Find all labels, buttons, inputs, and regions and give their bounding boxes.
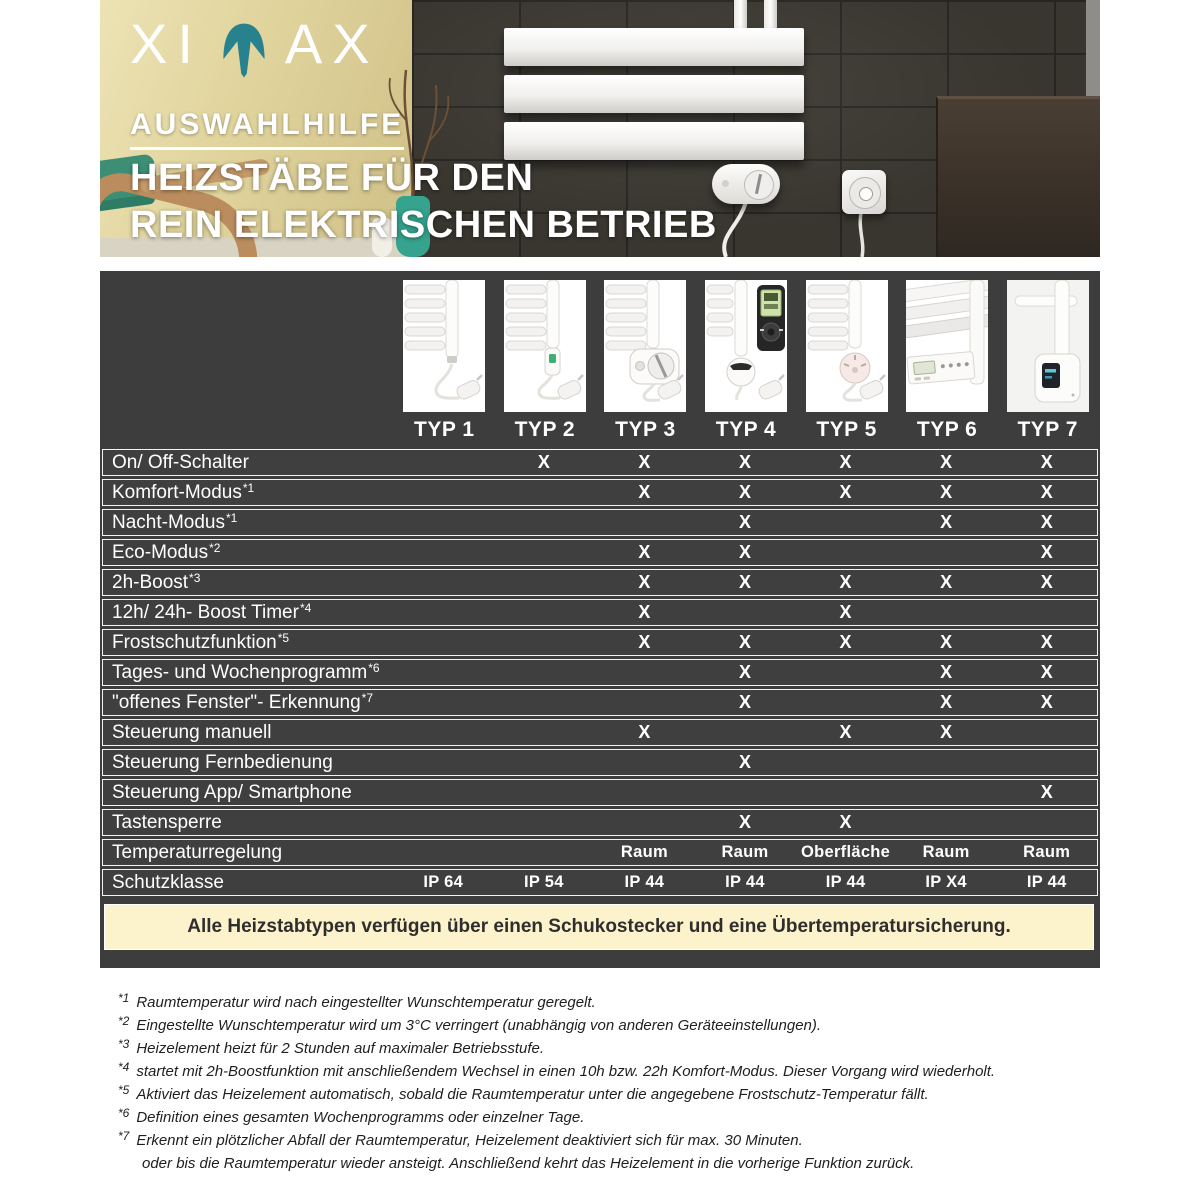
feature-cell-empty <box>594 510 695 535</box>
feature-x-mark: X <box>738 812 751 832</box>
stick-control-icon <box>504 280 586 412</box>
feature-cell-empty <box>896 600 997 625</box>
feature-cell-empty <box>594 750 695 775</box>
feature-x-mark: X <box>940 632 953 652</box>
feature-row-label: 12h/ 24h- Boost Timer $^{*4}$ <box>112 600 312 623</box>
feature-row <box>102 509 1098 536</box>
feature-value: Raum <box>922 843 970 861</box>
feature-cell-empty <box>494 780 595 805</box>
feature-cell-empty <box>494 660 595 685</box>
feature-x-mark: X <box>839 602 852 622</box>
column-header-typ-3: TYP 3 <box>615 418 676 441</box>
product-thumbnail-typ-4 <box>705 280 787 412</box>
feature-cell-empty <box>594 660 695 685</box>
feature-x-mark: X <box>1040 692 1053 712</box>
box-control-icon <box>1007 280 1089 412</box>
remote-control-icon <box>705 280 787 412</box>
footnote-reference: *3 <box>189 570 201 585</box>
feature-row-label: "offenes Fenster"- Erkennung $^{*7}$ <box>112 690 374 713</box>
feature-cell-empty <box>695 600 796 625</box>
feature-cell-empty <box>996 600 1097 625</box>
feature-row <box>102 539 1098 566</box>
feature-value: IP 44 <box>825 873 866 891</box>
thumbnail-spacer <box>102 279 394 412</box>
product-thumbnail-cell <box>595 279 696 412</box>
plug-in-socket <box>859 187 873 201</box>
feature-cell-empty <box>393 750 494 775</box>
product-thumbnail-cell <box>897 279 998 412</box>
info-banner <box>104 904 1094 950</box>
feature-x-mark: X <box>1040 542 1053 562</box>
feature-row-label: Steuerung App/ Smartphone <box>112 781 352 803</box>
column-header-typ-4: TYP 4 <box>715 418 777 441</box>
feature-x-mark: X <box>738 452 751 472</box>
footnote-reference: *6 <box>368 660 380 675</box>
feature-x-mark: X <box>1040 662 1053 682</box>
footnote-reference: *1 <box>242 480 255 495</box>
feature-cell-empty <box>795 510 896 535</box>
feature-cell-empty <box>896 810 997 835</box>
feature-cell-empty <box>795 540 896 565</box>
footnote-reference: *2 <box>209 540 221 555</box>
footnote-2: $^{*2}$ Eingestellte Wunschtemperatur wird um 3°C verringert (unabhängig von anderen Geräteeinstellungen). <box>118 1014 822 1034</box>
feature-cell-empty <box>393 480 494 505</box>
feature-row-label: Temperaturregelung <box>112 841 283 863</box>
feature-x-mark: X <box>839 482 852 502</box>
feature-row-label: Eco-Modus $^{*2}$ <box>112 540 221 563</box>
column-header-typ-6: TYP 6 <box>916 418 978 441</box>
feature-cell-empty <box>996 720 1097 745</box>
feature-cell-empty <box>594 810 695 835</box>
feature-cell-empty <box>494 510 595 535</box>
product-thumbnail-cell <box>495 279 596 412</box>
feature-x-mark: X <box>738 662 751 682</box>
feature-row <box>102 719 1098 746</box>
feature-x-mark: X <box>738 632 751 652</box>
feature-value: IP X4 <box>925 873 967 891</box>
feature-cell-empty <box>393 510 494 535</box>
dial-slot <box>755 174 762 194</box>
feature-x-mark: X <box>1040 782 1053 802</box>
product-thumbnail-typ-6 <box>906 280 988 412</box>
hero-section <box>100 0 1100 257</box>
feature-cell-empty <box>494 540 595 565</box>
cable-end-control-icon <box>403 280 485 412</box>
feature-row <box>102 449 1098 476</box>
feature-x-mark: X <box>839 452 852 472</box>
feature-row-label: Schutzklasse <box>112 871 224 893</box>
feature-x-mark: X <box>1040 452 1053 472</box>
feature-cell-empty <box>896 540 997 565</box>
feature-row-label: Tastensperre <box>112 811 222 833</box>
hero-title-line1: HEIZSTÄBE FÜR DEN <box>130 157 534 199</box>
feature-row-label: Steuerung manuell <box>112 721 272 743</box>
socket-recess <box>849 177 881 209</box>
feature-x-mark: X <box>738 542 751 562</box>
feature-cell-empty <box>594 780 695 805</box>
feature-row <box>102 659 1098 686</box>
footnote-marker: *4 <box>118 1060 130 1074</box>
feature-cell-empty <box>494 690 595 715</box>
feature-x-mark: X <box>738 752 751 772</box>
feature-cell-empty <box>795 690 896 715</box>
feature-value: IP 64 <box>423 873 464 891</box>
feature-cell-empty <box>996 810 1097 835</box>
feature-x-mark: X <box>1040 512 1053 532</box>
feature-row-label: Steuerung Fernbedienung <box>112 751 333 773</box>
feature-row-label: Frostschutzfunktion $^{*5}$ <box>112 630 290 653</box>
feature-x-mark: X <box>839 632 852 652</box>
feature-x-mark: X <box>1040 632 1053 652</box>
feature-cell-empty <box>393 630 494 655</box>
feature-row <box>102 569 1098 596</box>
product-thumbnails-row <box>102 279 1098 412</box>
feature-x-mark: X <box>537 452 550 472</box>
knob-control-icon <box>806 280 888 412</box>
footnote-reference: *4 <box>299 600 312 615</box>
footnote-marker: *5 <box>118 1083 130 1097</box>
feature-x-mark: X <box>940 662 953 682</box>
feature-cell-empty <box>795 750 896 775</box>
column-header-typ-2: TYP 2 <box>514 418 576 441</box>
footnotes-section <box>118 991 1128 1178</box>
feature-x-mark: X <box>839 812 852 832</box>
feature-cell-empty <box>494 630 595 655</box>
feature-x-mark: X <box>940 452 953 472</box>
feature-cell-empty <box>795 780 896 805</box>
hero-eyebrow: AUSWAHLHILFE <box>130 108 404 150</box>
feature-value: Raum <box>620 843 668 861</box>
product-thumbnail-cell <box>696 279 797 412</box>
column-header-row <box>102 414 1098 446</box>
feature-value: IP 44 <box>624 873 665 891</box>
feature-cell-empty <box>594 690 695 715</box>
column-header-typ-7: TYP 7 <box>1017 418 1078 441</box>
hero-title-line2: REIN ELEKTRISCHEN BETRIEB <box>130 204 717 246</box>
feature-cell-empty <box>393 660 494 685</box>
feature-row <box>102 689 1098 716</box>
heating-element-led <box>722 180 729 187</box>
feature-cell-empty <box>494 810 595 835</box>
footnote-4: $^{*4}$ startet mit 2h-Boostfunktion mit anschließendem Wechsel in einen 10h bzw. 22h Komfort-Modus. Dieser Vorgang wird wiederholt. <box>118 1060 996 1080</box>
feature-x-mark: X <box>839 722 852 742</box>
footnote-1: $^{*1}$ Raumtemperatur wird nach eingestellter Wunschtemperatur geregelt. <box>118 991 596 1011</box>
feature-cell-empty <box>494 750 595 775</box>
feature-cell-empty <box>494 480 595 505</box>
footnote-marker: *6 <box>118 1106 130 1120</box>
feature-x-mark: X <box>1040 482 1053 502</box>
info-banner-text: Alle Heizstabtypen verfügen über einen Schukostecker und eine Übertemperatursicherung. <box>187 916 1011 937</box>
logo-text-suffix: AX <box>284 12 380 75</box>
footnote-marker: *3 <box>118 1037 130 1051</box>
feature-cell-empty <box>393 810 494 835</box>
product-thumbnail-typ-1 <box>403 280 485 412</box>
feature-cell-empty <box>494 600 595 625</box>
feature-x-mark: X <box>638 602 651 622</box>
column-header-typ-1: TYP 1 <box>414 418 475 441</box>
feature-row <box>102 869 1098 896</box>
footnote-reference: *5 <box>277 630 290 645</box>
feature-value: Oberfläche <box>800 843 891 861</box>
feature-cell-empty <box>695 720 796 745</box>
column-header-typ-5: TYP 5 <box>816 418 877 441</box>
feature-value: IP 44 <box>725 873 765 891</box>
feature-x-mark: X <box>638 482 651 502</box>
product-thumbnail-cell <box>796 279 897 412</box>
feature-x-mark: X <box>738 692 751 712</box>
product-thumbnail-cell <box>997 279 1098 412</box>
feature-x-mark: X <box>638 542 651 562</box>
feature-x-mark: X <box>638 452 651 472</box>
heating-element-dial <box>744 170 774 200</box>
footnote-reference: *7 <box>361 690 374 705</box>
feature-x-mark: X <box>940 722 953 742</box>
feature-x-mark: X <box>638 632 651 652</box>
feature-row <box>102 629 1098 656</box>
footnote-7: $^{*7}$ Erkennt ein plötzlicher Abfall der Raumtemperatur, Heizelement deaktiviert sich für max. 30 Minuten. <box>118 1129 803 1149</box>
product-thumbnail-typ-3 <box>604 280 686 412</box>
feature-x-mark: X <box>940 572 953 592</box>
logo-text-prefix: XI <box>130 12 203 75</box>
feature-row <box>102 479 1098 506</box>
footnote-5: $^{*5}$ Aktiviert das Heizelement automatisch, sobald die Raumtemperatur unter die angegebene Frostschutz-Temperatur fällt. <box>118 1083 929 1103</box>
feature-x-mark: X <box>940 512 953 532</box>
wall-socket <box>842 170 886 214</box>
column-header-spacer <box>102 414 394 446</box>
feature-cell-empty <box>393 540 494 565</box>
feature-cell-empty <box>494 570 595 595</box>
feature-row-label: On/ Off-Schalter <box>112 451 249 473</box>
feature-cell-empty <box>393 600 494 625</box>
feature-row <box>102 809 1098 836</box>
feature-cell-empty <box>393 570 494 595</box>
feature-row <box>102 839 1098 866</box>
feature-cell-empty <box>393 720 494 745</box>
feature-x-mark: X <box>738 512 751 532</box>
feature-row <box>102 599 1098 626</box>
footnote-marker: *7 <box>118 1129 130 1143</box>
feature-cell-empty <box>494 840 595 865</box>
feature-cell-empty <box>393 450 494 475</box>
feature-cell-empty <box>996 750 1097 775</box>
feature-row-label: Komfort-Modus $^{*1}$ <box>112 480 255 503</box>
feature-value: IP 54 <box>523 873 564 891</box>
footnote-7-continued: oder bis die Raumtemperatur wieder ansteigt. Anschließend kehrt das Heizelement in die vorherige Funktion zurück. <box>142 1155 915 1172</box>
feature-row <box>102 749 1098 776</box>
feature-cell-empty <box>393 780 494 805</box>
feature-x-mark: X <box>638 572 651 592</box>
feature-rows <box>100 449 1100 899</box>
footnote-3: $^{*3}$ Heizelement heizt für 2 Stunden auf maximaler Betriebsstufe. <box>118 1037 545 1057</box>
feature-value: Raum <box>721 843 769 861</box>
ximax-m-pin-icon <box>216 18 272 82</box>
feature-cell-empty <box>393 690 494 715</box>
product-thumbnail-typ-5 <box>806 280 888 412</box>
product-thumbnail-typ-2 <box>504 280 586 412</box>
feature-x-mark: X <box>638 722 651 742</box>
footnote-reference: *1 <box>226 510 238 525</box>
feature-cell-empty <box>896 780 997 805</box>
footnote-marker: *2 <box>118 1014 130 1028</box>
feature-value: IP 44 <box>1026 873 1067 891</box>
footnote-6: $^{*6}$ Definition eines gesamten Wochenprogramms oder einzelner Tage. <box>118 1106 585 1126</box>
feature-x-mark: X <box>839 572 852 592</box>
product-thumbnail-typ-7 <box>1007 280 1089 412</box>
feature-row <box>102 779 1098 806</box>
feature-cell-empty <box>494 720 595 745</box>
comparison-table <box>100 271 1100 968</box>
panel-control-icon <box>906 280 988 412</box>
ximax-logo <box>130 12 380 82</box>
dial-control-icon <box>604 280 686 412</box>
footnote-marker: *1 <box>118 991 130 1005</box>
feature-x-mark: X <box>940 482 953 502</box>
feature-row-label: Tages- und Wochenprogramm $^{*6}$ <box>112 660 380 683</box>
feature-x-mark: X <box>1040 572 1053 592</box>
feature-value: Raum <box>1023 843 1071 861</box>
heating-element <box>712 164 780 204</box>
feature-cell-empty <box>695 780 796 805</box>
feature-cell-empty <box>896 750 997 775</box>
feature-x-mark: X <box>738 482 751 502</box>
feature-row-label: Nacht-Modus $^{*1}$ <box>112 510 238 533</box>
feature-x-mark: X <box>738 572 751 592</box>
product-thumbnail-cell <box>394 279 495 412</box>
feature-row-label: 2h-Boost $^{*3}$ <box>112 570 201 593</box>
feature-cell-empty <box>795 660 896 685</box>
feature-x-mark: X <box>940 692 953 712</box>
feature-cell-empty <box>393 840 494 865</box>
